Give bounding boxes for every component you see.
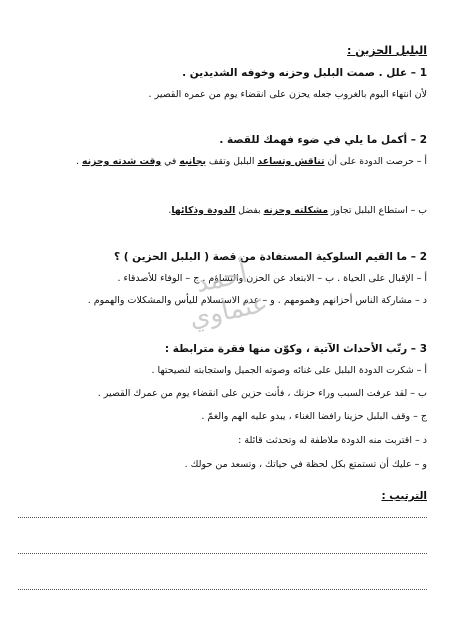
answer-blank: الدودة وذكائها <box>171 205 236 216</box>
event-item-d: د – اقتربت منه الدودة ملاطفة له وتحدثت قائلة : <box>238 435 427 446</box>
worksheet-title: البلبل الحزين : <box>347 44 427 57</box>
event-item-b: ب – لقد عرفت السبب وراء حزنك ، فأنت حزين على انقضاء يوم من عمرك القصير . <box>97 388 427 399</box>
event-item-a: أ – شكرت الدودة البلبل على غنائه وصوته الجميل واستجابته لنصيحتها . <box>151 365 427 376</box>
answer-line <box>18 589 427 590</box>
item-b-suffix: . <box>168 205 172 216</box>
answer-line <box>18 517 427 518</box>
item-a-text: في <box>161 156 180 167</box>
answer-blank: وقت شدته وحزنه <box>82 156 162 167</box>
question-3-heading: 2 – ما القيم السلوكية المستفادة من قصة ( البلبل الحزين ) ؟ <box>113 251 427 263</box>
answer-blank: بجانبه <box>179 156 206 167</box>
item-b-prefix: ب – استطاع البلبل تجاوز <box>328 205 427 216</box>
answer-line <box>18 553 427 554</box>
question-2-item-a <box>20 155 427 169</box>
question-1-heading: 1 – علل . صمت البلبل وحزنه وخوفه الشديدين . <box>182 67 427 79</box>
author-watermark: أحمد عثماوي <box>186 258 271 335</box>
order-label: الترتيب : <box>381 490 427 502</box>
answer-blank: تناقش وتساعد <box>257 156 325 167</box>
event-item-c: ج – وقف البلبل حزينا رافضا الغناء ، يبدو عليه الهم والغمّ . <box>201 411 427 422</box>
item-a-suffix: . <box>76 156 82 167</box>
item-b-text: بفضل <box>235 205 264 216</box>
question-2-heading: 2 – أكمل ما يلي في ضوء فهمك للقصة . <box>219 134 427 146</box>
event-item-e: و – عليك أن تستمتع بكل لحظة في حياتك ، وتسعد من حولك . <box>184 459 427 470</box>
question-3-line-2: د – مشاركة الناس أحزانهم وهمومهم . و – عدم الاستسلام لليأس والمشكلات والهموم . <box>87 295 427 306</box>
answer-blank: مشكلته وحزنه <box>263 205 329 216</box>
item-a-prefix: أ – حرصت الدودة على أن <box>324 156 427 167</box>
question-1-answer: لأن انتهاء اليوم بالغروب جعله يحزن على انقضاء يوم من عمره القصير . <box>148 89 427 100</box>
question-4-heading: 3 – رتّب الأحداث الآتية ، وكوّن منها فقرة مترابطة : <box>164 343 427 355</box>
question-3-line-1: أ – الإقبال على الحياة . ب – الابتعاد عن الحزن والتشاؤم . ج – الوفاء للأصدقاء . <box>117 273 427 284</box>
item-a-text: البلبل وتقف <box>205 156 258 167</box>
question-2-item-b <box>20 204 427 218</box>
